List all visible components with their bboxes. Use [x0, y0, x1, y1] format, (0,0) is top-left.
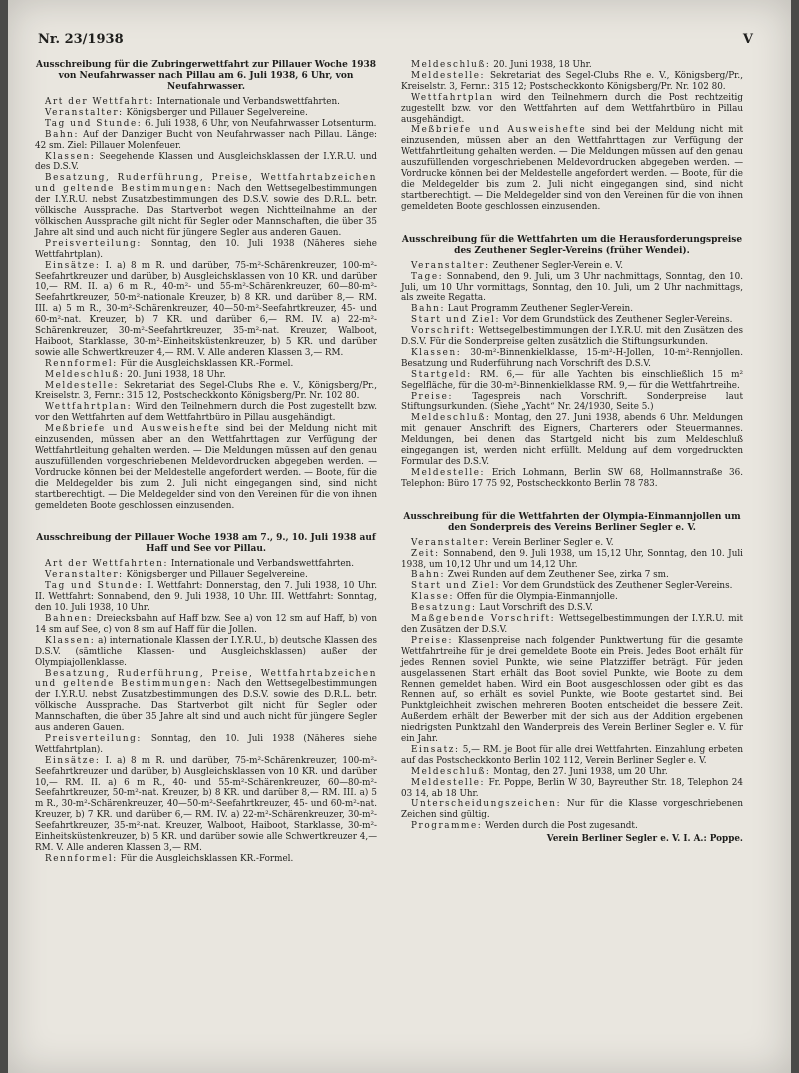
paragraph	[401, 778, 743, 800]
paragraph	[401, 272, 743, 305]
paragraph-term: Einsatz:	[411, 744, 460, 755]
paragraph	[35, 130, 377, 152]
paragraph	[35, 424, 377, 511]
paragraph	[401, 413, 743, 468]
paragraph-body: I. Wettfahrt: Donnerstag, den 7. Juli 1938, 10 Uhr. II. Wettfahrt: Sonnabend, den 9. Juli 1938, 10 Uhr. III. Wettfahrt: Sonntag, den 10. Juli 1938, 10 Uhr.	[35, 581, 377, 614]
paragraph	[401, 71, 743, 93]
paragraph	[401, 592, 743, 603]
paragraph	[401, 603, 743, 614]
paragraph	[35, 108, 377, 119]
paragraph-body: Montag, den 27. Juni 1938, um 20 Uhr.	[490, 766, 668, 777]
right-column	[401, 60, 743, 845]
paragraph	[401, 348, 743, 370]
paragraph-body: Nur für die Klasse vorgeschriebenen Zeichen sind gültig.	[401, 799, 743, 821]
paragraph	[35, 173, 377, 238]
paragraph-body: Tagespreis nach Vorschrift. Sonderpreise laut Stiftungsurkunden. (Siehe „Yacht“ Nr. 24/1930, Seite 5.)	[401, 391, 743, 413]
paragraph-term: Preise:	[411, 635, 454, 646]
paragraph-term: Art der Wettfahrt:	[45, 97, 154, 107]
paragraph	[35, 402, 377, 424]
paragraph	[401, 60, 743, 71]
paragraph-body: 6. Juli 1938, 6 Uhr, von Neufahrwasser Lotsenturm.	[142, 118, 377, 129]
paragraph-body: Sonnabend, den 9. Juli, um 3 Uhr nachmittags, Sonntag, den 10. Juli, um 10 Uhr vormittags, Sonntag, den 10. Juli, um 2 Uhr nachmittags, als zweite Regatta.	[401, 271, 743, 304]
section-olympia-jollen	[401, 512, 743, 845]
paragraph-body: Internationale und Verbandswettfahrten.	[154, 97, 340, 107]
paragraph	[35, 570, 377, 581]
paragraph	[401, 570, 743, 581]
paragraph	[401, 636, 743, 745]
paragraph	[401, 821, 743, 832]
paragraph-term: Preisverteilung:	[45, 733, 142, 744]
paragraph-term: Bahnen:	[45, 613, 94, 624]
paragraph-term: Unterscheidungszeichen:	[411, 799, 562, 810]
paragraph	[35, 239, 377, 261]
paragraph-body: Zwei Runden auf dem Zeuthener See, zirka 7 sm.	[445, 570, 669, 581]
paragraph	[401, 392, 743, 414]
paragraph-body: Erich Lohmann, Berlin SW 68, Hollmannstraße 36. Telephon: Büro 17 75 92, Postscheckkonto Berlin 78 783.	[401, 467, 743, 489]
paragraph-term: Einsätze:	[45, 260, 101, 271]
section-pillauer-woche-cont	[401, 60, 743, 213]
paragraph	[35, 359, 377, 370]
paragraph	[401, 745, 743, 767]
paragraph	[401, 93, 743, 126]
paragraph-term: Preise:	[411, 391, 454, 402]
paragraph	[35, 581, 377, 614]
paragraph-body: Vor dem Grundstück des Zeuthener Segler-Vereins.	[500, 315, 733, 326]
paragraph-term: Bahn:	[411, 304, 446, 315]
paragraph-body: 30-m²-Binnenkielklasse, 15-m²-H-Jollen, 10-m²-Rennjollen. Besatzung und Ruderführung nach Vorschrift des D.S.V.	[401, 347, 743, 369]
paragraph-body: Nach den Wettsegelbestimmungen der I.Y.R.U. nebst Zusatzbestimmungen des D.S.V. sowie des D.R.L. betr. völkische Aussprache. Das Startverbot gilt nicht für Segler oder Mannschaften, die über 35 Jahre alt sind und auch nicht für jüngere Segler aus anderen Gauen.	[35, 679, 377, 734]
paragraph	[35, 854, 377, 865]
paragraph-body: RM. 6,— für alle Yachten bis einschließlich 15 m² Segelfläche, für die 30-m²-Binnenkielklasse RM. 9,— für die Wettfahrtreihe.	[401, 369, 743, 391]
paragraph-term: Klassen:	[411, 347, 462, 358]
paragraph	[401, 125, 743, 212]
paragraph-body: sind bei der Meldung nicht mit einzusenden, müssen aber an den Wettfahrttagen zur Verfügung der Wettfahrtleitung gehalten werden. — Die Meldungen müssen auf den genau auszufüllenden vorgeschriebenen Meldevordrucken abgegeben werden. — Vordrucke können bei der Meldestelle angefordert werden. — Boote, für die die Meldegelder bis zum 2. Juli nicht eingegangen sind, sind nicht startberechtigt. — Die Meldegelder sind von den Vereinen für die von ihnen gemeldeten Boote geschlossen einzusenden.	[35, 424, 377, 511]
magazine-page	[8, 0, 791, 1073]
paragraph	[35, 614, 377, 636]
paragraph	[35, 97, 377, 108]
paragraph-body: Königsberger und Pillauer Segelvereine.	[123, 107, 308, 118]
paragraph-body: 5,— RM. je Boot für alle drei Wettfahrten. Einzahlung erbeten auf das Postscheckkonto Berlin 102 112, Verein Berliner Segler e. V.	[401, 744, 743, 766]
paragraph-term: Meldestelle:	[411, 467, 486, 478]
paragraph-term: Art der Wettfahrten:	[45, 559, 169, 570]
paragraph-term: Startgeld:	[411, 369, 472, 380]
paragraph-body: a) internationale Klassen der I.Y.R.U., b) deutsche Klassen des D.S.V. (sämtliche Klassen- und Ausgleichsklassen) außer der Olympiajollenklasse.	[35, 635, 377, 668]
paragraph-term: Meldeschluß:	[45, 369, 125, 380]
paragraph-term: Rennformel:	[45, 358, 118, 369]
paragraph-body: Nach den Wettsegelbestimmungen der I.Y.R.U. nebst Zusatzbestimmungen des D.S.V. sowie des D.R.L. betr. völkische Aussprache. Das Startverbot wegen Nichtteilnahme an der völkischen Aussprache gilt nicht für Segler oder Mannschaften, die über 35 Jahre alt sind und auch nicht für jüngere Segler aus anderen Gauen.	[35, 184, 377, 238]
paragraph	[35, 370, 377, 381]
paragraph-body: wird den Teilnehmern durch die Post rechtzeitig zugestellt bzw. vor den Wettfahrten auf dem Wettfahrtbüro in Pillau ausgehändigt.	[401, 92, 743, 125]
paragraph-body: Auf der Danziger Bucht von Neufahrwasser nach Pillau. Länge: 42 sm. Ziel: Pillauer Molenfeuer.	[35, 129, 377, 151]
paragraph-term: Besatzung, Ruderführung, Preise, Wettfahrtabzeichen und geltende Bestimmungen:	[35, 668, 377, 690]
paragraph	[401, 799, 743, 821]
paragraph-body: Sonnabend, den 9. Juli 1938, um 15,12 Uhr, Sonntag, den 10. Juli 1938, um 10,12 Uhr und um 14,12 Uhr.	[401, 548, 743, 570]
paragraph-term: Einsätze:	[45, 755, 101, 766]
paragraph	[401, 304, 743, 315]
paragraph-body: Wird den Teilnehmern durch die Post zugestellt bzw. vor den Wettfahrten auf dem Wettfahrtbüro in Pillau ausgehändigt.	[35, 402, 377, 424]
paragraph	[35, 152, 377, 174]
section-pillauer-woche	[35, 533, 377, 864]
paragraph-term: Wettfahrtplan	[411, 92, 494, 103]
paragraph-body: Sonntag, den 10. Juli 1938 (Näheres siehe Wettfahrtplan).	[35, 238, 377, 260]
paragraph-body: Offen für die Olympia-Einmannjolle.	[454, 592, 618, 603]
paragraph-term: Start und Ziel:	[411, 581, 501, 592]
paragraph-body: I. a) 8 m R. und darüber, 75-m²-Schärenkreuzer, 100-m²-Seefahrtkreuzer und darüber, b) Ausgleichsklassen von 10 KR. und darüber 10,— RM. II. a) 6 m R., 40- und 55-m²-Schärenkreuzer, 60—80-m²-Seefahrtkreuzer, 50-m²-nat. Kreuzer, b) 8 KR. und darüber 8,— RM. III. a) 5 m R., 30-m²-Schärenkreuzer, 40—50-m²-Seefahrtkreuzer, 45- und 60-m²-nat. Kreuzer, b) 7 KR. und darüber 6,— RM. IV. a) 22-m²-Schärenkreuzer, 30-m²-Seefahrtkreuzer, 35-m²-nat. Kreuzer, Walboot, Haiboot, Starklasse, 30-m²-Einheitsküstenkreuzer, b) 5 KR. und darüber sowie alle Schwertkreuzer 4,— RM. V. Alle anderen Klassen 3,— RM.	[35, 755, 377, 853]
paragraph-term: Klassen:	[45, 151, 96, 162]
paragraph-term: Preisverteilung:	[45, 238, 142, 249]
paragraph-term: Veranstalter:	[411, 537, 490, 548]
paragraph-term: Rennformel:	[45, 853, 118, 864]
paragraph	[401, 370, 743, 392]
issue-number: Nr. 23/1938	[38, 32, 124, 47]
paragraph-body: Montag, den 27. Juni 1938, abends 6 Uhr. Meldungen mit genauer Anschrift des Eigners, Charterers oder Steuermannes. Meldungen, bei denen das Startgeld nicht bis zum Meldeschluß eingegangen ist, werden nicht erfüllt. Meldung auf dem vorgedruckten Formular des D.S.V.	[401, 413, 743, 467]
paragraph	[401, 468, 743, 490]
paragraph	[35, 669, 377, 734]
paragraph	[35, 636, 377, 669]
paragraph-body: 20. Juni 1938, 18 Uhr.	[490, 60, 592, 70]
paragraph-term: Besatzung:	[411, 603, 477, 614]
paragraph	[35, 734, 377, 756]
paragraph-body: Wettsegelbestimmungen der I.Y.R.U. mit den Zusätzen der D.S.V.	[401, 614, 743, 635]
paragraph-term: Besatzung, Ruderführung, Preise, Wettfahrtabzeichen und geltende Bestimmungen:	[35, 173, 377, 195]
paragraph-body: I. a) 8 m R. und darüber, 75-m²-Schärenkreuzer, 100-m²-Seefahrtkreuzer und darüber, b) Ausgleichsklassen von 10 KR. und darüber 10,— RM. II. a) 6 m R., 40-m²- und 55-m²-Schärenkreuzer, 60—80-m²-Seefahrtkreuzer, 50-m²-nationale Kreuzer, b) 8 KR. und darüber 8,— RM. III. a) 5 m R., 30-m²-Schärenkreuzer, 40—50-m²-Seefahrtkreuzer, 45- und 60-m²-nat. Kreuzer, b) 7 KR. und darüber 6,— RM. IV. a) 22-m²-Schärenkreuzer, 30-m²-Seefahrtkreuzer, 35-m²-nat. Kreuzer, Walboot, Haiboot, Starklasse, 30-m²-Einheitsküstenkreuzer, b) 5 KR. und darüber sowie alle Schwertkreuzer 4,— RM. V. Alle anderen Klassen 3,— RM.	[35, 260, 377, 358]
paragraph-term: Vorschrift:	[411, 326, 476, 337]
paragraph	[35, 559, 377, 570]
paragraph-term: Start und Ziel:	[411, 315, 501, 326]
paragraph-term: Tage:	[411, 271, 444, 282]
paragraph-body: Für die Ausgleichsklassen KR.-Formel.	[117, 358, 294, 369]
section-zubringer	[35, 60, 377, 511]
paragraph-body: Internationale und Verbandswettfahrten.	[168, 559, 355, 570]
paragraph-body: Vor dem Grundstück des Zeuthener Segler-Vereins.	[500, 581, 733, 592]
signature: Verein Berliner Segler e. V. I. A.: Poppe.	[546, 834, 743, 845]
paragraph-body: Sonntag, den 10. Juli 1938 (Näheres siehe Wettfahrtplan).	[35, 733, 377, 755]
paragraph-term: Klasse:	[411, 592, 455, 603]
paragraph	[401, 326, 743, 348]
paragraph-term: Wettfahrtplan:	[45, 402, 133, 413]
paragraph-body: Sekretariat des Segel-Clubs Rhe e. V., Königsberg/Pr., Kreiselstr. 3, Fernr.: 315 12, Postscheckkonto Königsberg/Pr. Nr. 102 80.	[35, 380, 377, 402]
paragraph-term: Programme:	[411, 821, 483, 832]
paragraph	[401, 315, 743, 326]
paragraph-term: Meldeschluß:	[411, 766, 491, 777]
paragraph-term: Meldestelle:	[45, 380, 120, 391]
section-title: Ausschreibung für die Zubringerwettfahrt zur Pillauer Woche 1938 von Neufahrwasser nach Pillau am 6. Juli 1938, 6 Uhr, von Neufahrwasser.	[35, 60, 376, 92]
paragraph-term: Bahn:	[45, 129, 80, 140]
paragraph-body: Königsberger und Pillauer Segelvereine.	[123, 570, 308, 581]
paragraph	[35, 381, 377, 403]
paragraph-body: Wettsegelbestimmungen der I.Y.R.U. mit den Zusätzen des D.S.V. Für die Sonderpreise gelten zusätzlich die Stiftungsurkunden.	[401, 326, 743, 348]
paragraph-body: Seegehende Klassen und Ausgleichsklassen der I.Y.R.U. und des D.S.V.	[35, 151, 377, 173]
paragraph-body: Verein Berliner Segler e. V.	[489, 537, 614, 548]
paragraph-term: Meldeschluß:	[411, 60, 491, 70]
paragraph-body: Zeuthener Segler-Verein e. V.	[489, 260, 624, 271]
paragraph	[401, 538, 743, 549]
paragraph	[401, 581, 743, 592]
paragraph-body: sind bei der Meldung nicht mit einzusenden, müssen aber an den Wettfahrttagen zur Verfügung der Wettfahrtleitung gehalten werden. — Die Meldungen müssen auf den genau auszufüllenden vorgeschriebenen Meldevordrucken abgegeben werden. — Vordrucke können bei der Meldestelle angefordert werden. — Boote, für die die Meldegelder bis zum 2. Juli nicht eingegangen sind, sind nicht startberechtigt. — Die Meldegelder sind von den Vereinen für die von ihnen gemeldeten Boote geschlossen einzusenden.	[401, 125, 743, 212]
paragraph-term: Veranstalter:	[411, 260, 490, 271]
paragraph-term: Meßbriefe und Ausweishefte	[45, 424, 221, 435]
section-title: Ausschreibung für die Wettfahrten um die Herausforderungspreise des Zeuthener Segler-Vereins (früher Wendei).	[401, 234, 743, 256]
paragraph-term: Veranstalter:	[45, 570, 124, 581]
section-title: Ausschreibung für die Wettfahrten der Olympia-Einmannjollen um den Sonderpreis des Vereins Berliner Segler e. V.	[403, 511, 741, 533]
paragraph	[35, 119, 377, 130]
paragraph-term: Tag und Stunde:	[45, 118, 143, 129]
paragraph-term: Meldeschluß:	[411, 413, 491, 424]
paragraph	[35, 261, 377, 359]
paragraph-body: 20. Juni 1938, 18 Uhr.	[124, 369, 226, 380]
paragraph-term: Meldestelle:	[411, 70, 486, 81]
paragraph-term: Maßgebende Vorschrift:	[411, 614, 556, 625]
left-column	[35, 60, 377, 865]
paragraph-body: Fr. Poppe, Berlin W 30, Bayreuther Str. 18, Telephon 24 03 14, ab 18 Uhr.	[401, 777, 743, 799]
paragraph-body: Klassenpreise nach folgender Punktwertung für die gesamte Wettfahrtreihe für je drei gemeldete Boote ein Preis. Jedes Boot erhält für jedes Rennen soviel Punkte, wie seine Platzziffer beträgt. Für jeden ausgelassenen Start erhält das Boot soviel Punkte, wie Boote zu dem Rennen gemeldet haben. Wird ein Boot ausgeschlossen oder gibt es das Rennen auf, so erhält es soviel Punkte, wie Boote gestartet sind. Bei Punktgleichheit zwischen mehreren Booten entscheidet die bessere Zeit. Außerdem erhält der Bewerber mit der sich aus der Addition ergebenen niedrigsten Punktzahl den Wanderpreis des Verein Berliner Segler e. V. für ein Jahr.	[401, 635, 743, 745]
paragraph-term: Tag und Stunde:	[45, 581, 144, 592]
paragraph	[401, 767, 743, 778]
section-title: Ausschreibung der Pillauer Woche 1938 am 7., 9., 10. Juli 1938 auf Haff und See vor Pillau.	[36, 533, 376, 555]
paragraph-body: Dreiecksbahn auf Haff bzw. See a) von 12 sm auf Haff, b) von 14 sm auf See, c) von 8 sm auf Haff für die Jollen.	[35, 613, 377, 635]
paragraph-body: Laut Programm Zeuthener Segler-Verein.	[445, 304, 633, 315]
paragraph-body: Laut Vorschrift des D.S.V.	[476, 603, 593, 614]
paragraph	[401, 261, 743, 272]
paragraph	[401, 549, 743, 571]
page-number: V	[742, 32, 753, 47]
paragraph-term: Bahn:	[411, 570, 446, 581]
paragraph-body: Für die Ausgleichsklassen KR.-Formel.	[117, 853, 294, 864]
paragraph-term: Meldestelle:	[411, 777, 486, 788]
paragraph-body: Werden durch die Post zugesandt.	[482, 821, 638, 832]
paragraph-body: Sekretariat des Segel-Clubs Rhe e. V., Königsberg/Pr., Kreiselstr. 3, Fernr.: 315 12; Postscheckkonto Königsberg/Pr. Nr. 102 80.	[401, 70, 743, 92]
paragraph-term: Klassen:	[45, 635, 96, 646]
paragraph	[35, 756, 377, 854]
paragraph-term: Meßbriefe und Ausweishefte	[411, 125, 587, 136]
section-zeuthener	[401, 235, 743, 490]
paragraph-term: Zeit:	[411, 548, 440, 559]
paragraph-term: Veranstalter:	[45, 107, 124, 118]
paragraph	[401, 614, 743, 636]
